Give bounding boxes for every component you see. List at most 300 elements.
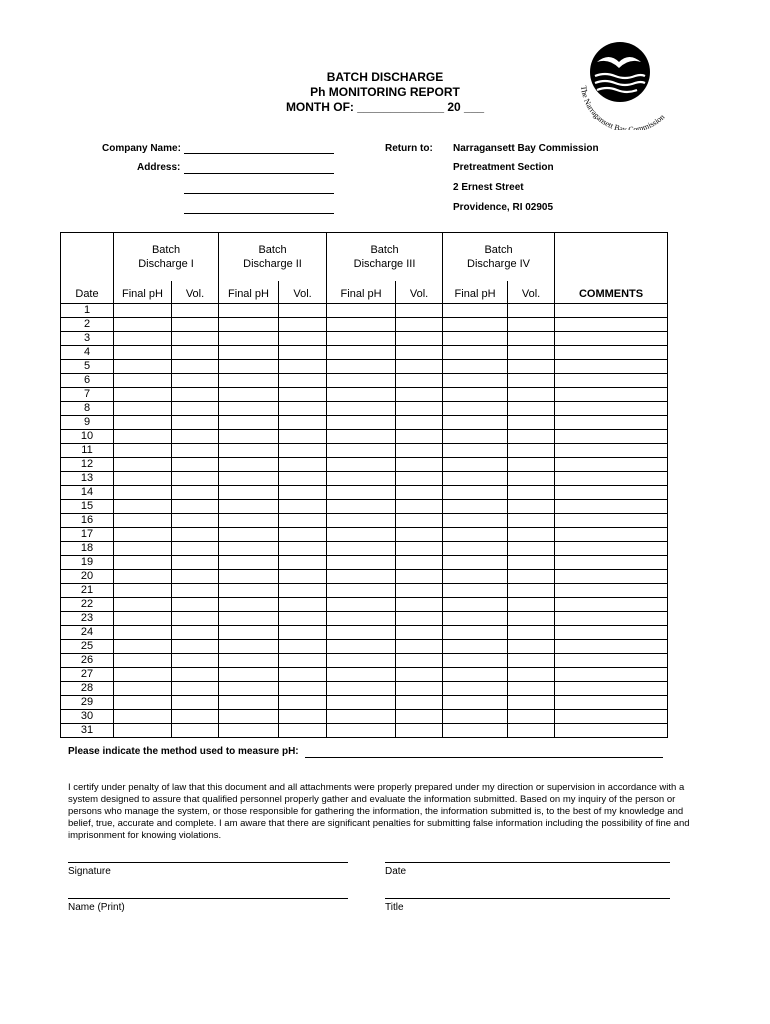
final-ph-cell[interactable]	[443, 696, 508, 710]
final-ph-cell[interactable]	[327, 724, 396, 738]
final-ph-cell[interactable]	[327, 458, 396, 472]
final-ph-cell[interactable]	[114, 388, 172, 402]
final-ph-cell[interactable]	[443, 542, 508, 556]
vol-cell[interactable]	[279, 528, 327, 542]
final-ph-cell[interactable]	[114, 612, 172, 626]
comments-cell[interactable]	[555, 682, 668, 696]
vol-cell[interactable]	[396, 612, 443, 626]
comments-cell[interactable]	[555, 430, 668, 444]
final-ph-cell[interactable]	[443, 332, 508, 346]
title-field[interactable]	[385, 898, 670, 899]
vol-cell[interactable]	[396, 710, 443, 724]
day-number: 9	[61, 416, 114, 430]
vol-cell[interactable]	[172, 430, 219, 444]
final-ph-cell[interactable]	[443, 458, 508, 472]
vol-cell[interactable]	[396, 556, 443, 570]
company-name-field[interactable]	[184, 153, 334, 154]
vol-cell[interactable]	[396, 360, 443, 374]
final-ph-cell[interactable]	[443, 528, 508, 542]
vol-cell[interactable]	[508, 430, 555, 444]
comments-cell[interactable]	[555, 556, 668, 570]
vol-cell[interactable]	[279, 570, 327, 584]
final-ph-cell[interactable]	[327, 556, 396, 570]
vol-cell[interactable]	[508, 472, 555, 486]
vol-cell[interactable]	[508, 444, 555, 458]
final-ph-cell[interactable]	[443, 304, 508, 318]
final-ph-cell[interactable]	[327, 472, 396, 486]
comments-cell[interactable]	[555, 486, 668, 500]
vol-cell[interactable]	[396, 626, 443, 640]
final-ph-cell[interactable]	[327, 304, 396, 318]
final-ph-cell[interactable]	[114, 528, 172, 542]
final-ph-cell[interactable]	[219, 430, 279, 444]
day-number: 17	[61, 528, 114, 542]
final-ph-cell[interactable]	[219, 598, 279, 612]
vol-cell[interactable]	[172, 710, 219, 724]
vol-cell[interactable]	[396, 696, 443, 710]
vol-cell[interactable]	[279, 458, 327, 472]
vol-cell[interactable]	[172, 598, 219, 612]
vol-cell[interactable]	[172, 682, 219, 696]
vol-cell[interactable]	[279, 598, 327, 612]
vol-cell[interactable]	[172, 402, 219, 416]
vol-cell[interactable]	[508, 486, 555, 500]
day-number: 4	[61, 346, 114, 360]
final-ph-cell[interactable]	[219, 528, 279, 542]
final-ph-cell[interactable]	[219, 626, 279, 640]
final-ph-cell[interactable]	[219, 346, 279, 360]
address-field-2[interactable]	[184, 193, 334, 194]
final-ph-cell[interactable]	[327, 514, 396, 528]
vol-cell[interactable]	[508, 542, 555, 556]
vol-cell[interactable]	[279, 556, 327, 570]
final-ph-cell[interactable]	[443, 318, 508, 332]
final-ph-cell[interactable]	[219, 444, 279, 458]
vol-cell[interactable]	[396, 514, 443, 528]
table-row	[61, 332, 668, 346]
comments-cell[interactable]	[555, 500, 668, 514]
final-ph-cell[interactable]	[219, 388, 279, 402]
final-ph-cell[interactable]	[443, 654, 508, 668]
final-ph-cell[interactable]	[114, 472, 172, 486]
final-ph-cell[interactable]	[443, 598, 508, 612]
final-ph-cell[interactable]	[114, 584, 172, 598]
final-ph-cell[interactable]	[327, 626, 396, 640]
final-ph-cell[interactable]	[219, 640, 279, 654]
vol-cell[interactable]	[508, 556, 555, 570]
vol-cell[interactable]	[172, 668, 219, 682]
final-ph-cell[interactable]	[443, 668, 508, 682]
vol-cell[interactable]	[508, 346, 555, 360]
vol-cell[interactable]	[172, 696, 219, 710]
vol-cell[interactable]	[396, 724, 443, 738]
vol-cell[interactable]	[172, 486, 219, 500]
vol-cell[interactable]	[172, 332, 219, 346]
final-ph-cell[interactable]	[443, 402, 508, 416]
final-ph-cell[interactable]	[443, 570, 508, 584]
vol-cell[interactable]	[172, 472, 219, 486]
vol-cell[interactable]	[172, 458, 219, 472]
vol-cell[interactable]	[396, 500, 443, 514]
final-ph-cell[interactable]	[219, 318, 279, 332]
vol-cell[interactable]	[172, 514, 219, 528]
vol-cell[interactable]	[172, 724, 219, 738]
final-ph-cell[interactable]	[219, 500, 279, 514]
final-ph-cell[interactable]	[219, 514, 279, 528]
vol-cell[interactable]	[172, 584, 219, 598]
comments-cell[interactable]	[555, 444, 668, 458]
final-ph-cell[interactable]	[443, 416, 508, 430]
vol-cell[interactable]	[508, 682, 555, 696]
comments-cell[interactable]	[555, 374, 668, 388]
final-ph-cell[interactable]	[114, 542, 172, 556]
final-ph-cell[interactable]	[219, 374, 279, 388]
vol-cell[interactable]	[508, 388, 555, 402]
vol-cell[interactable]	[172, 360, 219, 374]
vol-cell[interactable]	[279, 318, 327, 332]
vol-cell[interactable]	[172, 304, 219, 318]
vol-cell[interactable]	[396, 584, 443, 598]
final-ph-cell[interactable]	[327, 486, 396, 500]
vol-cell[interactable]	[396, 654, 443, 668]
final-ph-cell[interactable]	[219, 710, 279, 724]
vol-cell[interactable]	[396, 346, 443, 360]
final-ph-cell[interactable]	[114, 654, 172, 668]
vol-cell[interactable]	[279, 668, 327, 682]
vol-cell[interactable]	[396, 682, 443, 696]
comments-cell[interactable]	[555, 346, 668, 360]
final-ph-cell[interactable]	[114, 430, 172, 444]
final-ph-header: Final pH	[443, 281, 508, 304]
final-ph-cell[interactable]	[114, 458, 172, 472]
vol-cell[interactable]	[279, 388, 327, 402]
comments-cell[interactable]	[555, 416, 668, 430]
vol-cell[interactable]	[172, 542, 219, 556]
vol-cell[interactable]	[396, 416, 443, 430]
date-field[interactable]	[385, 862, 670, 863]
vol-cell[interactable]	[396, 304, 443, 318]
final-ph-cell[interactable]	[114, 640, 172, 654]
final-ph-cell[interactable]	[443, 444, 508, 458]
vol-cell[interactable]	[172, 640, 219, 654]
final-ph-cell[interactable]	[443, 612, 508, 626]
vol-cell[interactable]	[279, 500, 327, 514]
vol-cell[interactable]	[279, 332, 327, 346]
final-ph-cell[interactable]	[443, 374, 508, 388]
vol-cell[interactable]	[508, 710, 555, 724]
final-ph-cell[interactable]	[219, 304, 279, 318]
final-ph-cell[interactable]	[114, 360, 172, 374]
final-ph-cell[interactable]	[114, 444, 172, 458]
vol-cell[interactable]	[508, 458, 555, 472]
final-ph-cell[interactable]	[114, 724, 172, 738]
final-ph-cell[interactable]	[219, 612, 279, 626]
vol-cell[interactable]	[396, 318, 443, 332]
comments-cell[interactable]	[555, 528, 668, 542]
final-ph-cell[interactable]	[114, 668, 172, 682]
vol-cell[interactable]	[279, 360, 327, 374]
vol-cell[interactable]	[279, 346, 327, 360]
comments-cell[interactable]	[555, 710, 668, 724]
comments-cell[interactable]	[555, 402, 668, 416]
vol-cell[interactable]	[172, 444, 219, 458]
final-ph-cell[interactable]	[219, 332, 279, 346]
address-field-3[interactable]	[184, 213, 334, 214]
final-ph-cell[interactable]	[114, 710, 172, 724]
final-ph-cell[interactable]	[114, 682, 172, 696]
final-ph-cell[interactable]	[327, 402, 396, 416]
vol-cell[interactable]	[172, 388, 219, 402]
final-ph-cell[interactable]	[114, 416, 172, 430]
vol-cell[interactable]	[508, 528, 555, 542]
final-ph-cell[interactable]	[219, 542, 279, 556]
vol-cell[interactable]	[508, 598, 555, 612]
vol-cell[interactable]	[279, 514, 327, 528]
vol-cell[interactable]	[396, 402, 443, 416]
vol-cell[interactable]	[279, 710, 327, 724]
vol-cell[interactable]	[279, 374, 327, 388]
method-field[interactable]	[305, 757, 663, 758]
final-ph-cell[interactable]	[327, 528, 396, 542]
vol-cell[interactable]	[508, 402, 555, 416]
final-ph-cell[interactable]	[219, 556, 279, 570]
address-field-1[interactable]	[184, 173, 334, 174]
vol-cell[interactable]	[279, 724, 327, 738]
final-ph-cell[interactable]	[114, 598, 172, 612]
vol-cell[interactable]	[279, 430, 327, 444]
comments-cell[interactable]	[555, 598, 668, 612]
vol-cell[interactable]	[172, 374, 219, 388]
final-ph-cell[interactable]	[114, 346, 172, 360]
final-ph-cell[interactable]	[114, 486, 172, 500]
final-ph-cell[interactable]	[114, 332, 172, 346]
comments-cell[interactable]	[555, 612, 668, 626]
vol-cell[interactable]	[279, 654, 327, 668]
final-ph-cell[interactable]	[114, 556, 172, 570]
final-ph-cell[interactable]	[219, 472, 279, 486]
final-ph-cell[interactable]	[327, 416, 396, 430]
vol-cell[interactable]	[279, 402, 327, 416]
comments-cell[interactable]	[555, 696, 668, 710]
vol-cell[interactable]	[172, 528, 219, 542]
final-ph-cell[interactable]	[219, 360, 279, 374]
vol-cell[interactable]	[396, 486, 443, 500]
final-ph-cell[interactable]	[114, 570, 172, 584]
final-ph-cell[interactable]	[327, 668, 396, 682]
final-ph-cell[interactable]	[327, 430, 396, 444]
day-number: 29	[61, 696, 114, 710]
vol-cell[interactable]	[396, 668, 443, 682]
vol-cell[interactable]	[508, 360, 555, 374]
final-ph-cell[interactable]	[443, 430, 508, 444]
comments-cell[interactable]	[555, 304, 668, 318]
final-ph-cell[interactable]	[443, 710, 508, 724]
final-ph-cell[interactable]	[219, 584, 279, 598]
vol-cell[interactable]	[172, 654, 219, 668]
vol-cell[interactable]	[396, 528, 443, 542]
final-ph-cell[interactable]	[219, 486, 279, 500]
final-ph-cell[interactable]	[327, 682, 396, 696]
final-ph-cell[interactable]	[443, 472, 508, 486]
final-ph-cell[interactable]	[219, 696, 279, 710]
vol-cell[interactable]	[279, 640, 327, 654]
final-ph-cell[interactable]	[327, 542, 396, 556]
vol-cell[interactable]	[508, 584, 555, 598]
vol-cell[interactable]	[508, 724, 555, 738]
comments-cell[interactable]	[555, 472, 668, 486]
vol-cell[interactable]	[396, 388, 443, 402]
final-ph-cell[interactable]	[327, 696, 396, 710]
vol-header: Vol.	[172, 281, 219, 304]
final-ph-cell[interactable]	[443, 360, 508, 374]
final-ph-cell[interactable]	[327, 500, 396, 514]
comments-cell[interactable]	[555, 626, 668, 640]
vol-cell[interactable]	[396, 640, 443, 654]
title-label: Title	[385, 902, 404, 913]
comments-cell[interactable]	[555, 360, 668, 374]
vol-cell[interactable]	[396, 542, 443, 556]
final-ph-cell[interactable]	[443, 724, 508, 738]
vol-cell[interactable]	[508, 570, 555, 584]
address-label: Address:	[137, 162, 181, 173]
comments-cell[interactable]	[555, 332, 668, 346]
final-ph-cell[interactable]	[327, 598, 396, 612]
vol-cell[interactable]	[508, 374, 555, 388]
vol-cell[interactable]	[508, 612, 555, 626]
vol-cell[interactable]	[508, 416, 555, 430]
final-ph-cell[interactable]	[327, 318, 396, 332]
final-ph-cell[interactable]	[114, 374, 172, 388]
final-ph-cell[interactable]	[219, 570, 279, 584]
final-ph-cell[interactable]	[327, 374, 396, 388]
vol-cell[interactable]	[396, 598, 443, 612]
final-ph-cell[interactable]	[443, 486, 508, 500]
vol-cell[interactable]	[508, 696, 555, 710]
comments-cell[interactable]	[555, 318, 668, 332]
comments-cell[interactable]	[555, 654, 668, 668]
vol-cell[interactable]	[279, 304, 327, 318]
comments-cell[interactable]	[555, 640, 668, 654]
final-ph-cell[interactable]	[219, 458, 279, 472]
final-ph-cell[interactable]	[219, 402, 279, 416]
comments-cell[interactable]	[555, 570, 668, 584]
final-ph-cell[interactable]	[114, 514, 172, 528]
comments-cell[interactable]	[555, 458, 668, 472]
vol-cell[interactable]	[396, 444, 443, 458]
final-ph-cell[interactable]	[327, 444, 396, 458]
final-ph-cell[interactable]	[443, 500, 508, 514]
vol-cell[interactable]	[279, 626, 327, 640]
final-ph-cell[interactable]	[114, 318, 172, 332]
final-ph-cell[interactable]	[443, 682, 508, 696]
vol-cell[interactable]	[172, 612, 219, 626]
vol-cell[interactable]	[508, 626, 555, 640]
final-ph-cell[interactable]	[114, 304, 172, 318]
vol-cell[interactable]	[172, 500, 219, 514]
vol-cell[interactable]	[279, 486, 327, 500]
final-ph-cell[interactable]	[443, 388, 508, 402]
final-ph-cell[interactable]	[443, 640, 508, 654]
title-line-3: MONTH OF: _____________ 20 ___	[285, 100, 485, 114]
vol-cell[interactable]	[172, 416, 219, 430]
vol-cell[interactable]	[396, 332, 443, 346]
vol-cell[interactable]	[508, 304, 555, 318]
final-ph-cell[interactable]	[443, 584, 508, 598]
table-row	[61, 682, 668, 696]
final-ph-cell[interactable]	[327, 654, 396, 668]
vol-cell[interactable]	[172, 556, 219, 570]
vol-cell[interactable]	[279, 472, 327, 486]
final-ph-cell[interactable]	[327, 710, 396, 724]
final-ph-cell[interactable]	[219, 654, 279, 668]
final-ph-cell[interactable]	[327, 640, 396, 654]
final-ph-cell[interactable]	[219, 668, 279, 682]
final-ph-cell[interactable]	[443, 626, 508, 640]
vol-cell[interactable]	[508, 514, 555, 528]
vol-cell[interactable]	[508, 318, 555, 332]
signature-field[interactable]	[68, 862, 348, 863]
vol-cell[interactable]	[279, 444, 327, 458]
final-ph-cell[interactable]	[327, 584, 396, 598]
final-ph-cell[interactable]	[114, 696, 172, 710]
final-ph-cell[interactable]	[114, 626, 172, 640]
final-ph-cell[interactable]	[219, 724, 279, 738]
comments-cell[interactable]	[555, 668, 668, 682]
vol-cell[interactable]	[396, 374, 443, 388]
final-ph-cell[interactable]	[443, 346, 508, 360]
final-ph-cell[interactable]	[219, 682, 279, 696]
comments-cell[interactable]	[555, 584, 668, 598]
vol-cell[interactable]	[396, 430, 443, 444]
comments-cell[interactable]	[555, 724, 668, 738]
vol-cell[interactable]	[279, 682, 327, 696]
vol-cell[interactable]	[396, 570, 443, 584]
vol-cell[interactable]	[279, 416, 327, 430]
comments-cell[interactable]	[555, 542, 668, 556]
final-ph-cell[interactable]	[443, 514, 508, 528]
vol-cell[interactable]	[508, 500, 555, 514]
vol-cell[interactable]	[279, 696, 327, 710]
vol-cell[interactable]	[172, 626, 219, 640]
vol-cell[interactable]	[279, 542, 327, 556]
final-ph-cell[interactable]	[327, 346, 396, 360]
final-ph-cell[interactable]	[114, 402, 172, 416]
final-ph-cell[interactable]	[327, 612, 396, 626]
vol-cell[interactable]	[396, 472, 443, 486]
name-print-field[interactable]	[68, 898, 348, 899]
final-ph-cell[interactable]	[327, 570, 396, 584]
final-ph-cell[interactable]	[443, 556, 508, 570]
vol-cell[interactable]	[172, 318, 219, 332]
vol-cell[interactable]	[508, 640, 555, 654]
final-ph-cell[interactable]	[327, 360, 396, 374]
comments-cell[interactable]	[555, 514, 668, 528]
vol-cell[interactable]	[279, 612, 327, 626]
vol-cell[interactable]	[508, 668, 555, 682]
vol-cell[interactable]	[172, 570, 219, 584]
final-ph-cell[interactable]	[219, 416, 279, 430]
comments-cell[interactable]	[555, 388, 668, 402]
final-ph-cell[interactable]	[327, 388, 396, 402]
vol-cell[interactable]	[508, 654, 555, 668]
final-ph-cell[interactable]	[327, 332, 396, 346]
vol-cell[interactable]	[508, 332, 555, 346]
table-row	[61, 430, 668, 444]
vol-cell[interactable]	[279, 584, 327, 598]
vol-cell[interactable]	[396, 458, 443, 472]
vol-cell[interactable]	[172, 346, 219, 360]
final-ph-cell[interactable]	[114, 500, 172, 514]
